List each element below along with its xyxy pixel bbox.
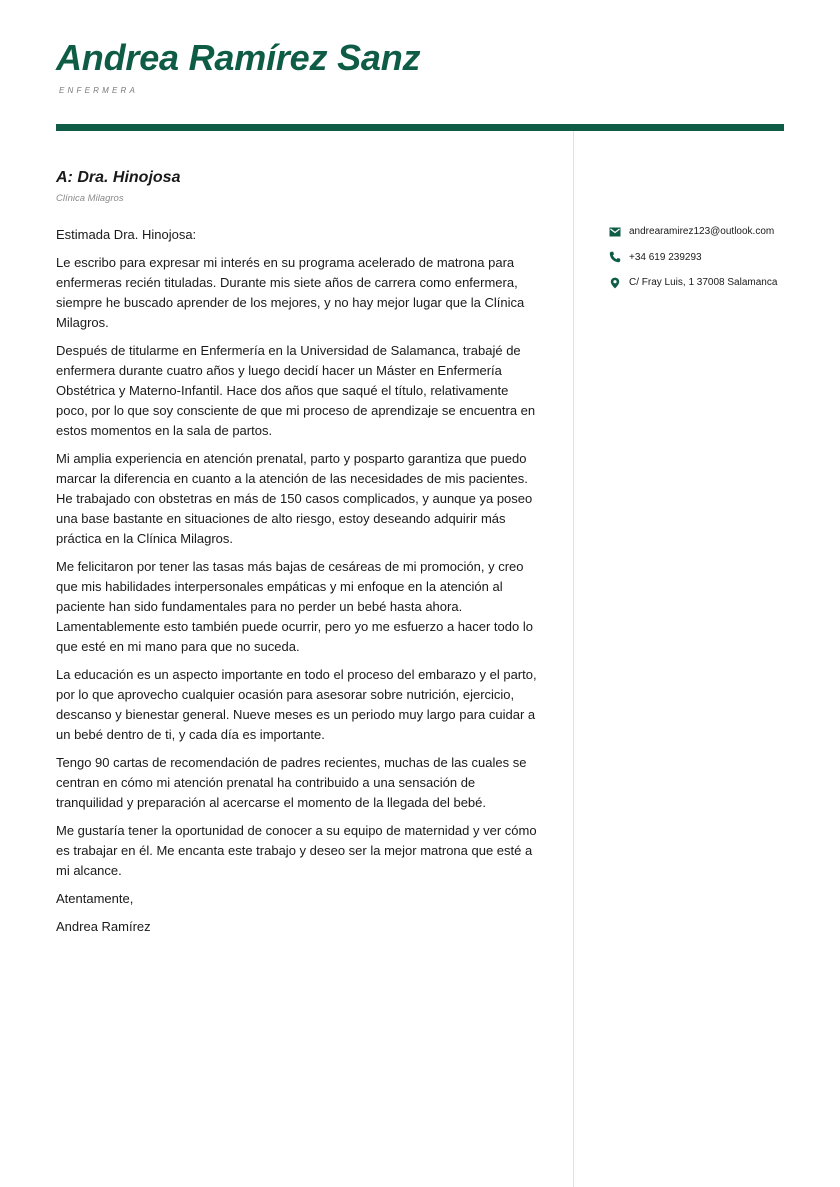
contact-phone (608, 251, 808, 264)
contact-address (608, 276, 808, 289)
phone-text[interactable]: +34 619 239293 (629, 251, 702, 263)
letter-paragraph: Tengo 90 cartas de recomendación de padres recientes, muchas de las cuales se centran en cómo mi atención prenatal ha contribuido a una sensación de tranquilidad y preparación al acercarse el momento de la llegada del bebé. (56, 755, 527, 810)
letter-paragraph: Me gustaría tener la oportunidad de conocer a su equipo de maternidad y ver cómo es trabajar en él. Me encanta este trabajo y deseo ser la mejor matrona que esté a mi alcance. (56, 823, 537, 878)
candidate-role: ENFERMERA (59, 86, 139, 95)
letter-paragraph: Mi amplia experiencia en atención prenatal, parto y posparto garantiza que puedo marcar la diferencia en cuanto a la atención de las necesidades de mis pacientes. He trabajado con obstetras en más de 150 casos complicados, y aunque ya poseo una base bastante en situaciones de alto riesgo, estoy deseando adquirir más práctica en la Clínica Milagros. (56, 451, 533, 546)
recipient-organization: Clínica Milagros (56, 193, 124, 204)
letter-paragraph: Le escribo para expresar mi interés en su programa acelerado de matrona para enfermeras recién tituladas. Durante mis siete años de carrera como enfermera, siempre he buscado aprender de los mejores, y no hay mejor lugar que la Clínica Milagros. (56, 255, 525, 330)
contact-info (608, 225, 808, 302)
location-pin-icon (608, 276, 621, 289)
letter-paragraph: Me felicitaron por tener las tasas más bajas de cesáreas de mi promoción, y creo que mis habilidades interpersonales empáticas y mi enfoque en la atención al paciente han sido fundamentales para no perder un bebé hasta ahora. Lamentablemente esto también puede ocurrir, pero yo me esfuerzo a hacer todo lo que esté en mi mano para que no suceda. (56, 559, 533, 654)
recipient-line: A: Dra. Hinojosa (56, 169, 181, 186)
salutation: Estimada Dra. Hinojosa: (56, 227, 197, 242)
email-text[interactable]: andrearamirez123@outlook.com (629, 226, 775, 237)
letter-paragraph: La educación es un aspecto importante en todo el proceso del embarazo y el parto, por lo que aprovecho cualquier ocasión para asesorar sobre nutrición, ejercicio, descanso y bienestar general. Nueve meses es un periodo muy largo para cuidar a un bebé dentro de ti, y cada día es importante. (56, 667, 537, 742)
contact-email (608, 225, 808, 238)
letter-paragraph: Después de titularme en Enfermería en la Universidad de Salamanca, trabajé de enfermera durante cuatro años y luego decidí hacer un Máster en Enfermería Obstétrica y Materno-Infantil. Hace dos años que saqué el título, relativamente poco, por lo que soy consciente de que mi proceso de aprendizaje se encuentra en estos momentos en la sala de partos. (56, 343, 536, 438)
letter-body (56, 225, 538, 945)
envelope-icon (608, 225, 621, 238)
phone-icon (608, 251, 621, 264)
address-text: C/ Fray Luis, 1 37008 Salamanca (629, 277, 778, 288)
header-divider (56, 124, 784, 131)
candidate-name: Andrea Ramírez Sanz (56, 37, 421, 78)
signature: Andrea Ramírez (56, 919, 151, 934)
column-divider (573, 131, 574, 1187)
closing: Atentamente, (56, 891, 134, 906)
